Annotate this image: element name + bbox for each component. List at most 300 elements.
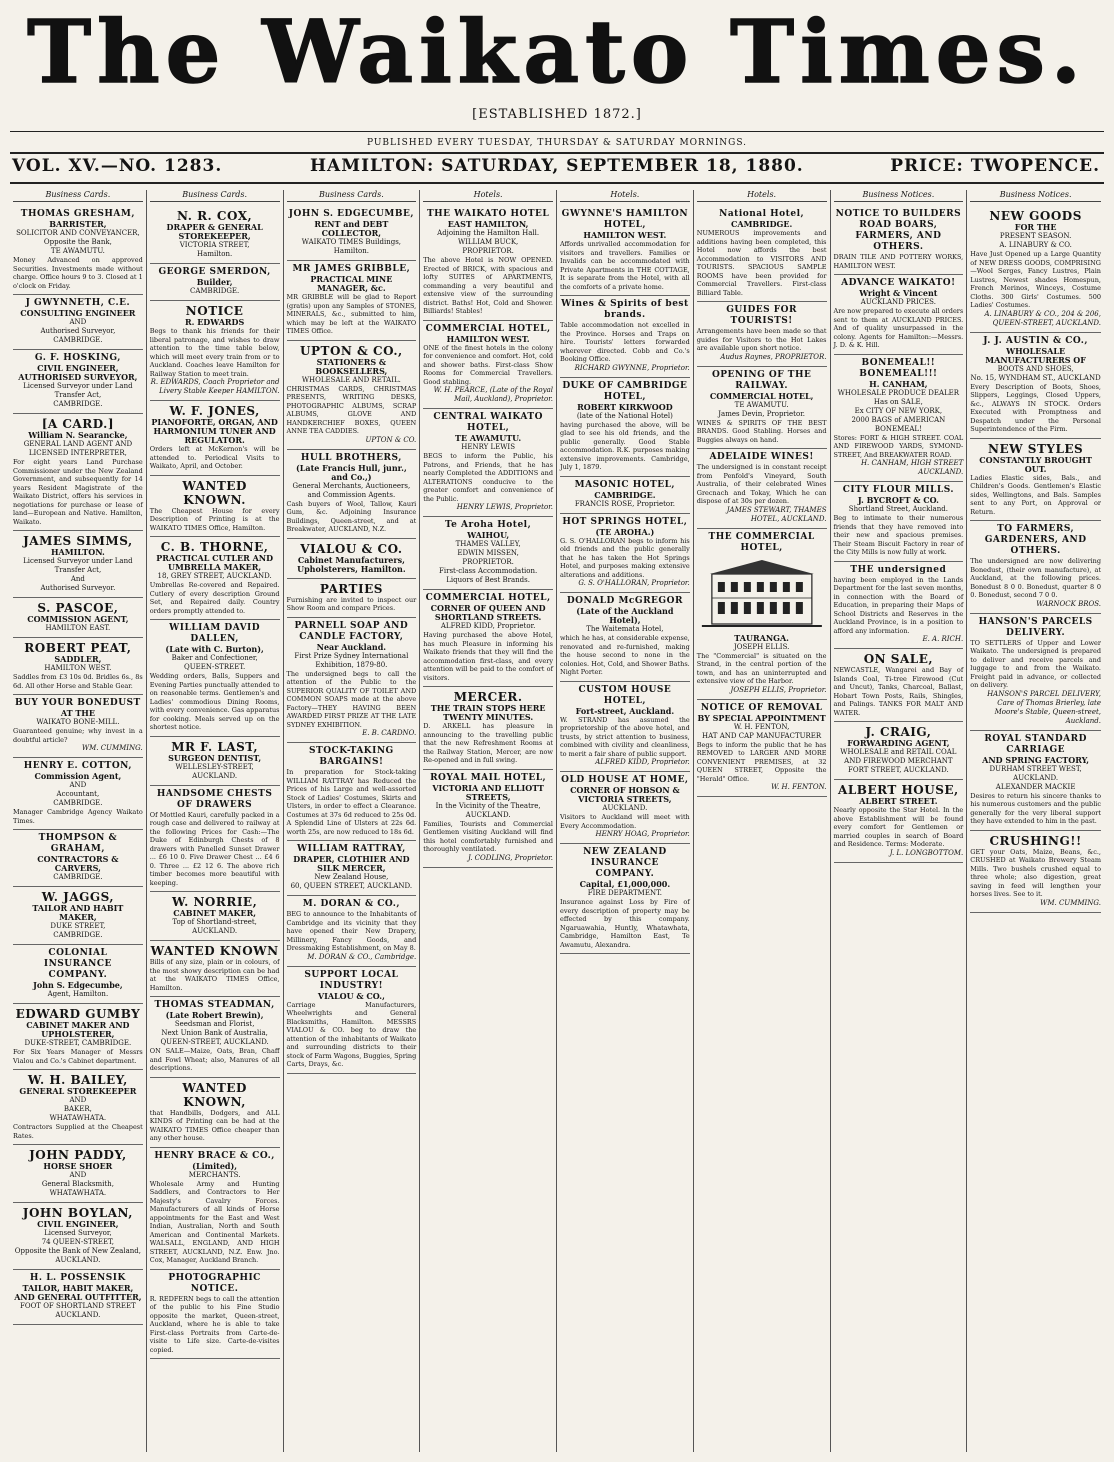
- advert-n-r-cox: [150, 206, 280, 264]
- column-heading: Business Cards.: [150, 190, 280, 202]
- advert-line: CAMBRIDGE.: [53, 336, 103, 344]
- advert-line: TE AWAMUTU.: [734, 400, 789, 409]
- advert-line: VIALOU & CO.,: [317, 990, 385, 1001]
- advert-line: 18, GREY STREET, AUCKLAND.: [157, 572, 272, 580]
- advert-c-b-thorne: [150, 537, 280, 620]
- advert-title: TO FARMERS, GARDENERS, AND OTHERS.: [984, 524, 1087, 556]
- advert-title: WILLIAM DAVID DALLEN,: [169, 623, 261, 644]
- advert-title: EDWARD GUMBY: [15, 1007, 141, 1021]
- column-heading: Hotels.: [697, 190, 827, 202]
- advert-line: AUCKLAND.: [602, 804, 648, 812]
- advert-line: Cabinet Manufacturers, Upholsterers, Hamilton.: [297, 554, 406, 574]
- advert-body: Families, Tourists and Commercial Gentlemen visiting Auckland will find this hotel comfortably furnished and thoroughly ventilated.: [423, 819, 553, 853]
- advert-signature: W. H. FENTON.: [771, 783, 827, 791]
- advert-body: which he has, at considerable expense, renovated and re-furnished, making the house second to none in the colonies. Hot, Cold, and Shower Baths. Night Porter.: [560, 634, 690, 676]
- advert-line: EAST HAMILTON,: [447, 219, 529, 229]
- advert-line: (Late with C. Burton),: [165, 644, 264, 654]
- advert-line: PRACTICAL CUTLER AND UMBRELLA MAKER,: [156, 553, 274, 572]
- advert-line: (Limited),: [192, 1160, 238, 1171]
- advert-body: NUMEROUS improvements and additions having been completed, this Hotel now affords the best Accommodation to VISITORS AND TOURISTS. SPACIOUS SAMPLE ROOMS have been provided for Commercial Travellers. First-class Billiard Table.: [696, 229, 827, 297]
- advert-title: HENRY E. COTTON,: [23, 761, 132, 771]
- advert-title: PARNELL SOAP AND CANDLE FACTORY,: [294, 620, 409, 642]
- advert-new-zealand-insurance-company: [560, 844, 690, 954]
- advert-parnell-soap-and-candle-factory: [287, 618, 417, 744]
- advert-line: WAIKATO TIMES Buildings, Hamilton.: [301, 238, 402, 255]
- advert-mr-f-last: [150, 737, 280, 786]
- advert-line: Opposite the Bank,: [43, 238, 112, 246]
- advert-notice-of-removal: [697, 700, 827, 798]
- advert-line: CONTRACTORS & CARVERS,: [37, 854, 119, 873]
- advert-line: New Zealand House,: [314, 873, 389, 881]
- advert-guides-for-tourists: [697, 302, 827, 367]
- advert-mr-james-gribble: [287, 261, 417, 341]
- column-heading: Business Notices.: [834, 190, 964, 202]
- advert-line: AND: [69, 1096, 87, 1104]
- advert-title: MR F. LAST,: [171, 739, 259, 754]
- advert-body: having purchased the above, will be glad to see his old friends, and the public generally. Good Stable accommodation. R.K. purposes making extensive improvements. Cambridge, July 1, 1879.: [560, 420, 690, 471]
- advert-line: William N. Searancke,: [28, 430, 128, 440]
- advert-title: NOTICE TO BUILDERS ROAD BOARS, FARMERS, AND OTHERS.: [835, 209, 962, 252]
- advert-line: ROBERT KIRKWOOD: [577, 401, 673, 412]
- advert-line: AND: [69, 318, 87, 326]
- advert-new-styles: [970, 439, 1101, 522]
- advert-body: Nearly opposite the Star Hotel. In the above Establishment will be found every comfort for Gentlemen or married couples in search of Board and Residence. Terms: Moderate.: [833, 806, 964, 848]
- advert-wanted-known: [150, 476, 280, 538]
- advert-line: TE AWAMUTU.: [50, 247, 105, 255]
- advert-line: CIVIL ENGINEER,: [37, 1219, 119, 1229]
- advert-line: ALBERT STREET.: [859, 796, 938, 806]
- column-heading: Business Notices.: [970, 190, 1101, 202]
- advert-william-rattray: [287, 841, 417, 896]
- advert-line: J. BYCROFT & CO.: [857, 495, 939, 505]
- advert-title: ADELAIDE WINES!: [709, 452, 814, 462]
- advert-signature: RICHARD GWYNNE, Proprietor.: [574, 363, 690, 372]
- advert-line: FRANCIS ROSE, Proprietor.: [574, 499, 675, 508]
- advert-line: FIRE DEPARTMENT.: [587, 889, 662, 897]
- advert-line: WILLIAM BUCK,: [457, 238, 519, 246]
- advertisement-columns: [10, 190, 1104, 1452]
- advert-crushing: [970, 831, 1101, 913]
- advert-body: Wedding orders, Balls, Suppers and Evening Parties punctually attended to on reasonable terms. Gentlemen's and Ladies' commodious Dining Rooms, with every convenience. Gas apparatus for cooking. Meals served up on the shortest notice.: [149, 672, 280, 731]
- advert-thompson-graham: [13, 830, 143, 887]
- advert-body: The "Commercial" is situated on the Strand, in the central portion of the town, and has an uninterrupted and extensive view of the Harbor.: [696, 651, 827, 685]
- advert-body: D. ARKELL has pleasure in announcing to the travelling public that the new Refreshment Rooms at the Railway Station, Mercer, are now Re-opened and in full swing.: [423, 722, 553, 764]
- advert-henry-brace-co: [150, 1148, 280, 1270]
- advert-title: JAMES SIMMS,: [23, 534, 133, 548]
- advert-signature: WARNOCK BROS.: [1036, 599, 1101, 608]
- advert-signature: JAMES STEWART, THAMES HOTEL, AUCKLAND.: [726, 505, 827, 523]
- advert-the-waikato-hotel: [423, 206, 553, 321]
- advert-signature: E. A. RICH.: [922, 635, 964, 643]
- advert-the-commercial-hotel: [697, 529, 827, 700]
- column-5: [557, 190, 694, 1452]
- advert-commercial-hotel: [423, 321, 553, 410]
- advert-body: Every Description of Boots, Shoes, Slippers, Leggings, Closed Uppers, &c., ALWAYS IN STOCK. Orders Executed with Promptness and Despatch under the Personal Superintendence of the Firm.: [970, 382, 1101, 433]
- advert-handsome-chests-of-drawers: [150, 786, 280, 893]
- advert-line: Accountant,: [56, 790, 100, 798]
- advert-notice: [150, 301, 280, 401]
- advert-line: QUEEN-STREET, AUCKLAND.: [160, 1038, 269, 1046]
- advert-on-sale: [834, 649, 964, 722]
- advert-m-doran-co: [287, 896, 417, 967]
- column-3: [284, 190, 421, 1452]
- advert-title: J. J. AUSTIN & CO.,: [983, 335, 1088, 346]
- advert-line: AUCKLAND PRICES.: [860, 298, 936, 306]
- advert-line: Shortland Street, Auckland.: [848, 505, 948, 513]
- advert-new-goods: [970, 206, 1101, 333]
- advert-body: Bills of any size, plain or in colours, of the most showy description can be had at the WAIKATO TIMES Office, Hamilton.: [149, 958, 280, 992]
- advert-opening-of-the-railway: [697, 367, 827, 450]
- advert-line: Opposite the Bank of New Zealand, AUCKLAND.: [14, 1247, 141, 1264]
- established-line: [ESTABLISHED 1872.]: [472, 107, 642, 122]
- advert-line: STATIONERS & BOOKSELLERS,: [315, 356, 388, 376]
- advert-line: DRAPER, CLOTHIER AND SILK MERCER,: [293, 854, 410, 873]
- advert-line: MERCHANTS.: [188, 1170, 241, 1179]
- advert-j-gwynneth-c-e: [13, 295, 143, 350]
- advert-line: BOOTS AND SHOES,: [997, 364, 1074, 373]
- advert-line: John S. Edgecumbe,: [33, 980, 123, 990]
- advert-signature: HANSON'S PARCEL DELIVERY, Care of Thomas Brierley, late Moore's Stable, Queen-street, Auckland.: [987, 689, 1101, 725]
- advert-body: Manager Cambridge Agency Waikato Times.: [13, 808, 143, 825]
- advert-line: Authorised Surveyor,: [40, 327, 116, 335]
- advert-notice-to-builders-road-boars-farmers-an: [834, 206, 964, 275]
- advert-title: G. F. HOSKING,: [34, 353, 121, 363]
- advert-body: Insurance against Loss by Fire of every description of property may be effected by this company. Ngaruawahia, Huntly, Whatawhata, Cambridge, Hamilton East, Te Awamutu, Alexandra.: [560, 898, 690, 949]
- advert-line: WAIHOU,: [467, 530, 510, 540]
- advert-title: J GWYNNETH, C.E.: [25, 298, 131, 308]
- advert-title: HENRY BRACE & CO.,: [154, 1150, 275, 1161]
- advert-line: HENRY LEWIS: [461, 443, 515, 451]
- advert-line: AUCKLAND.: [465, 810, 511, 819]
- advert-title: ALBERT HOUSE,: [838, 783, 959, 797]
- advert-signature: WM. CUMMING.: [81, 744, 143, 752]
- advert-line: HAMILTON WEST.: [446, 333, 530, 344]
- advert-line: FORT STREET, AUCKLAND.: [848, 766, 949, 774]
- advert-j-craig: [834, 722, 964, 780]
- advert-j-j-austin-co: [970, 333, 1101, 439]
- advert-line: SURGEON DENTIST,: [168, 752, 262, 763]
- rule-dateline-top: [10, 152, 1104, 154]
- advert-body: Carriage Manufacturers, Wheelwrights and General Blacksmiths, Hamilton. MESSRS VIALOU & CO. beg to draw the attention of the inhabitants of Waikato and surrounding districts to their stock of Farm Wagons, Buggies, Spring Carts, Drays, &c.: [286, 1000, 417, 1068]
- advert-line: General Merchants, Auctioneers, and Commission Agents.: [292, 481, 411, 499]
- advert-line: PRACTICAL MINE MANAGER, &c.: [310, 274, 393, 293]
- advert-body: BEG to announce to the Inhabitants of Cambridge and its vicinity that they have opened their New Drapery, Millinery, Fancy Goods, and Dressmaking Establishment, on May 8.: [286, 910, 417, 952]
- advert-body: For Six Years Manager of Messrs Vialou and Co.'s Cabinet department.: [13, 1048, 143, 1065]
- advert-hull-brothers: [287, 450, 417, 539]
- advert-line: Next Union Bank of Australia,: [161, 1029, 268, 1037]
- advert-body: Affords unrivalled accommodation for visitors and travellers. Families or Invalids can be accommodated with Private Apartments in THE COTTAGE, It is separate from the Hotel, with all the comforts of a private home.: [560, 240, 690, 291]
- advert-signature: ALFRED KIDD, Proprietor.: [595, 758, 690, 766]
- advert-line: 74 QUEEN-STREET,: [41, 1238, 115, 1246]
- advert-line: WHOLESALE and RETAIL COAL AND FIREWOOD MERCHANT: [840, 748, 957, 765]
- advert-central-waikato-hotel: [423, 409, 553, 517]
- advert-thomas-gresham: [13, 206, 143, 295]
- advert-title: PHOTOGRAPHIC NOTICE.: [168, 1272, 261, 1294]
- advert-line: JOSEPH ELLIS.: [733, 642, 790, 651]
- advert-w-h-bailey: [13, 1070, 143, 1145]
- advert-line: TE AWAMUTU.: [455, 433, 522, 443]
- advert-line: R. EDWARDS: [184, 317, 245, 327]
- advert-title: ROBERT PEAT,: [24, 641, 132, 655]
- advert-line: DRAPER & GENERAL STOREKEEPER,: [166, 222, 263, 241]
- advert-donald-mcgregor: [560, 593, 690, 682]
- advert-line: HAMILTON.: [50, 547, 105, 557]
- advert-line: QUEEN-STREET.: [184, 663, 246, 671]
- advert-title: JOHN S. EDGECUMBE,: [288, 209, 414, 219]
- advert-line: WAIKATO BONE-MILL.: [36, 718, 120, 726]
- volume-number: VOL. XV.—NO. 1283.: [12, 156, 223, 176]
- advert-title: DONALD McGREGOR: [566, 596, 683, 606]
- advert-line: CAMBRIDGE.: [189, 287, 240, 295]
- advert-vialou-co: [287, 539, 417, 579]
- advert-body: Ladies Elastic sides, Bals., and Children's Goods. Gentlemen's Elastic sides, Wellingtons, and Bals. Samples sent to any Port, on Approval or Return.: [970, 473, 1101, 516]
- advert-title: HANSON'S PARCELS DELIVERY.: [978, 616, 1093, 638]
- advert-title: NEW GOODS: [989, 209, 1082, 223]
- advert-body: R. REDFERN begs to call the attention of the public to his Fine Studio opposite the market, Queen-street, Auckland, where he is able to take First-class Portraits from Carte-de-visite to Life size. Carte-de-visites copied.: [149, 1294, 280, 1354]
- advert-title: COMMERCIAL HOTEL,: [425, 593, 551, 603]
- advert-line: FOOT OF SHORTLAND STREET: [19, 1302, 136, 1310]
- advert-line: BARRISTER,: [49, 219, 107, 229]
- column-7: [831, 190, 968, 1452]
- advert-title: CITY FLOUR MILLS.: [842, 485, 955, 495]
- advert-signature: Audus Raynes, PROPRIETOR.: [720, 352, 827, 361]
- advert-line: PROPRIETOR.: [462, 558, 514, 566]
- advert-body: TO SETTLERS of Upper and Lower Waikato. The undersigned is prepared to deliver and receive parcels and luggage to and from the Waikato. Freight paid in advance, or collected on delivery.: [970, 638, 1101, 689]
- advert-line: Near Auckland.: [316, 641, 387, 652]
- advert-title: GWYNNE'S HAMILTON HOTEL,: [561, 209, 689, 230]
- advert-line: Licensed Surveyor under Land Transfer Act,: [23, 382, 133, 399]
- advert-line: Capital, £1,000,000.: [579, 879, 671, 889]
- column-heading: Business Cards.: [13, 190, 143, 202]
- advert-title: [A CARD.]: [41, 417, 115, 431]
- advert-body: Guaranteed genuine; why invest in a doubtful article?: [13, 727, 143, 744]
- advert-title: BUY YOUR BONEDUST: [14, 698, 141, 708]
- advert-signature: UPTON & CO.: [365, 435, 417, 444]
- advert-body: Beg to intimate to their numerous friends that they have removed into their new and spacious premises. Their Steam Biscuit Factory in rear of the City Mills is now fully at work.: [833, 514, 964, 556]
- advert-line: HAMILTON WEST.: [44, 664, 112, 672]
- advert-body: Desires to return his sincere thanks to his numerous customers and the public generally for the very liberal support they have extended to him in the past.: [970, 791, 1101, 825]
- advert-photographic-notice: [150, 1270, 280, 1360]
- advert-body: Saddles from £3 10s 0d. Bridles 6s., 8s 6d. All other Horse and Stable Gear.: [13, 673, 143, 690]
- rule-dateline-bottom: [10, 182, 1104, 184]
- dateline: [10, 156, 1104, 180]
- advert-title: STOCK-TAKING BARGAINS!: [309, 746, 394, 767]
- advert-body: Begs to thank his friends for their liberal patronage, and wishes to draw attention to the time table below, which will meet every train from or to Auckland. Coaches leave Hamilton for Railway Station to meet train.: [149, 327, 280, 378]
- advert-line: TAILOR, HABIT MAKER, AND GENERAL OUTFITTER,: [14, 1283, 142, 1302]
- advert-line: VICTORIA AND ELLIOTT STREETS,: [432, 782, 544, 802]
- advert-line: AUCKLAND.: [192, 927, 238, 935]
- advert-title: VIALOU & CO.: [300, 541, 403, 556]
- advert-signature: A. LINABURY & CO., 204 & 206, QUEEN-STREET, AUCKLAND.: [984, 309, 1101, 327]
- advert-title: THOMAS GRESHAM,: [20, 209, 135, 219]
- advert-body: Wholesale Army and Hunting Saddlers, and Contractors to Her Majesty's Cavalry Forces. Manufacturers of all kinds of Horse appointments for the East and West Indian, Australian, North and South American and Continental Markets. WALSALL, ENGLAND, AND HIGH STREET, AUCKLAND, N.Z. Enw. Jno. Cox, Manager, Auckland Branch.: [149, 1179, 280, 1264]
- advert-line: Top of Shortland-street,: [172, 918, 257, 926]
- advert-body: W. STRAND has assumed the proprietorship of the above hotel, and trusts, by strict attention to business, combined with civility and cleanliness, to merit a fair share of public support.: [560, 715, 690, 758]
- advert-line: Has on SALE,: [873, 397, 923, 406]
- advert-body: Of Mottled Kauri, carefully packed in a rough case and delivered to railway at the following Prices for Cash:—The Duke of Edinburgh Chests of 8 drawers with Panelled Sunset Drawer ... £6 10 0. Five Drawer Chest ... £4 6 0. Three ... £2 12 6. The above rich timber becomes more beautiful with keeping.: [149, 810, 280, 887]
- advert-g-f-hosking: [13, 350, 143, 414]
- advert-title: THOMPSON & GRAHAM,: [38, 833, 118, 854]
- advert-line: AT THE: [60, 708, 95, 718]
- advert-title: MERCER.: [453, 690, 523, 704]
- advert-line: ALEXANDER MACKIE: [995, 782, 1076, 791]
- advert-w-f-jones: [150, 401, 280, 476]
- advert-body: Are now prepared to execute all orders sent to them at AUCKLAND PRICES. And of quality unsurpassed in the colony. Agents for Hamilton:—Messrs. J. D. & K. Hill.: [833, 307, 964, 349]
- advert-line: Agent, Hamilton.: [47, 990, 109, 998]
- advert-support-local-industry: [287, 967, 417, 1074]
- advert-wanted-known: [150, 1078, 280, 1148]
- advert-line: (late of the National Hotel): [576, 411, 673, 420]
- advert-line: (TE AROHA.): [595, 526, 655, 537]
- advert-line: A. LINABURY & CO.: [999, 241, 1072, 249]
- advert-title: THE undersigned: [850, 564, 947, 575]
- advert-line: Ex CITY OF NEW YORK,: [854, 406, 943, 415]
- advert-line: CORNER OF HOBSON & VICTORIA STREETS,: [570, 785, 680, 804]
- advert-royal-standard-carriage: [970, 731, 1101, 831]
- advert-body: The undersigned begs to call the attention of the Public to the SUPERIOR QUALITY OF TOILET AND COMMON SOAPS made at the above Factory—THEY HAVING BEEN AWARDED FIRST PRIZE AT THE LATE SYDNEY EXHIBITION.: [286, 669, 417, 729]
- advert-line: CABINET MAKER,: [173, 908, 257, 918]
- column-heading: Business Cards.: [287, 190, 417, 202]
- advert-stock-taking-bargains: [287, 743, 417, 841]
- advert-title: CRUSHING!!: [989, 833, 1082, 848]
- advert-duke-of-cambridge-hotel: [560, 378, 690, 477]
- advert-line: VICTORIA STREET,: [179, 241, 250, 249]
- advert-title: GEORGE SMERDON,: [158, 267, 271, 277]
- column-1: [10, 190, 147, 1452]
- advert-title: THOMAS STEADMAN,: [154, 1000, 275, 1010]
- advert-body: MR GRIBBLE will be glad to Report (gratis) upon any Samples of STONES, MINERALS, &c., submitted to him, which may be left at the WAIKATO TIMES Office.: [286, 293, 417, 335]
- advert-thomas-steadman: [150, 997, 280, 1078]
- advert-te-aroha-hotel: [423, 517, 553, 590]
- advert-body: NEWCASTLE, Wangarei and Bay of Islands Coal, Ti-tree Firewood (Cut and Uncut), Tanks, Charcoal, Ballast, Hobart Town Posts, Rails, Shingles, and Palings. TANKS FOR MALT AND WATER.: [833, 666, 964, 717]
- advert-title: BONEMEAL!! BONEMEAL!!!: [859, 357, 938, 379]
- advert-albert-house: [834, 780, 964, 863]
- advert-line: W. H. FENTON,: [733, 722, 790, 731]
- advert-body: Orders left at McKernon's will be attended to. Periodical Visits to Waikato, April, and October.: [149, 445, 280, 470]
- advert-body: Table accommodation not excelled in the Province. Horses and Traps on hire. Tourists' letters forwarded wherever directed. Cobb and Co.'s Booking Office.: [560, 321, 690, 363]
- advert-line: Builder,: [196, 277, 233, 287]
- advert-line: No. 15, WYNDHAM ST., AUCKLAND: [970, 373, 1101, 382]
- advert-henry-e-cotton: [13, 758, 143, 830]
- column-heading: Hotels.: [560, 190, 690, 202]
- advert-wines-spirits-of-best-brands: [560, 296, 690, 378]
- advert-s-pascoe: [13, 598, 143, 638]
- advert-line: THE TRAIN STOPS HERE TWENTY MINUTES.: [430, 703, 546, 722]
- advert-gwynne-s-hamilton-hotel: [560, 206, 690, 296]
- masthead: [0, 0, 1114, 100]
- advert-title: DUKE OF CAMBRIDGE HOTEL,: [562, 380, 688, 402]
- advert-title: OLD HOUSE AT HOME,: [561, 775, 689, 785]
- advert-line: AUCKLAND.: [55, 1311, 101, 1319]
- advert-title: J. CRAIG,: [865, 725, 932, 739]
- advert-body: Contractors Supplied at the Cheapest Rates.: [13, 1123, 143, 1140]
- advert-line: AND SPRING FACTORY,: [982, 754, 1090, 765]
- advert-masonic-hotel: [560, 477, 690, 514]
- advert-title: UPTON & CO.,: [300, 343, 403, 358]
- advert-advance-waikato: [834, 275, 964, 355]
- advert-title: Wines & Spirits of best brands.: [561, 299, 689, 320]
- advert-line: CONSTANTLY BROUGHT OUT.: [979, 454, 1092, 474]
- advert-body: WINES & SPIRITS OF THE BEST BRANDS. Good Stabling. Horses and Buggies always on hand.: [696, 418, 827, 444]
- advert-title: N. R. COX,: [177, 209, 253, 223]
- column-6: [694, 190, 831, 1452]
- advert-body: Stores: FORT & HIGH STREET. COAL AND FIREWOOD YARDS, SYMOND-STREET, And BREAKWATER ROAD.: [833, 433, 964, 459]
- advert-adelaide-wines: [697, 449, 827, 529]
- advert-body: ON SALE—Maize, Oats, Bran, Chaff and Fowl Wheat; also, Manures of all descriptions.: [149, 1047, 280, 1072]
- advert-body: The undersigned are now delivering Bonedust, (their own manufacture), at Auckland, at the following prices. Bonedust 8 0 0. Bonedust, quarter 8 0 0. Bonedust, second 7 0 0.: [970, 557, 1101, 599]
- advert-line: FORWARDING AGENT,: [847, 738, 950, 748]
- advert-title: OPENING OF THE RAILWAY.: [711, 369, 812, 391]
- advert-title: GUIDES FOR TOURISTS!: [726, 305, 797, 326]
- advert-title: SUPPORT LOCAL INDUSTRY!: [304, 969, 399, 991]
- advert-line: WHOLESALE AND RETAIL.: [301, 375, 401, 384]
- advert-body: The Cheapest House for every Description of Printing is at the WAIKATO TIMES Office, Hamilton.: [149, 506, 280, 532]
- advert-title: W. JAGGS,: [41, 890, 115, 904]
- advert-title: H. L. POSSENSIK: [29, 1273, 126, 1283]
- advert-line: Fort-street, Auckland.: [575, 705, 675, 716]
- advert-title: ADVANCE WAIKATO!: [841, 278, 956, 288]
- advert-signature: R. EDWARDS, Coach Proprietor and Livery Stable Keeper HAMILTON.: [150, 378, 280, 395]
- advert-body: Furnishing are invited to inspect our Show Room and compare Prices.: [286, 595, 417, 612]
- advert-james-simms: [13, 531, 143, 598]
- advert-wanted-known: [150, 941, 280, 997]
- advert-line: DUKE-STREET, CAMBRIDGE.: [24, 1039, 132, 1047]
- advert-title: ROYAL MAIL HOTEL,: [430, 772, 547, 783]
- advert-hanson-s-parcels-delivery: [970, 614, 1101, 731]
- masthead-title-art: [0, 0, 1114, 100]
- advert-line: BAKER,: [63, 1105, 92, 1113]
- advert-old-house-at-home: [560, 772, 690, 844]
- advert-line: THAMES VALLEY,: [455, 540, 521, 548]
- advert-line: (Late of the Auckland Hotel),: [576, 606, 674, 625]
- advert-body: For eight years Land Purchase Commissioner under the New Zealand Government, and subsequently for 14 years Resident Magistrate of the Waikato District, offers his services in negotiations for purchase or lease of land—European and Native. Hamilton, Waikato.: [13, 458, 143, 526]
- advert-title: HANDSOME CHESTS OF DRAWERS: [156, 788, 273, 810]
- advert-robert-peat: [13, 638, 143, 695]
- advert-line: James Devin, Proprietor.: [718, 409, 806, 418]
- advert-h-l-possensik: [13, 1270, 143, 1325]
- advert-title: JOHN BOYLAN,: [22, 1206, 133, 1220]
- column-8: [967, 190, 1104, 1452]
- advert-title: WANTED KNOWN.: [182, 478, 247, 507]
- advert-signature: J. CODLING, Proprietor.: [467, 853, 553, 862]
- advert-line: H. CANHAM,: [869, 378, 928, 389]
- advert-title: NOTICE: [185, 304, 244, 318]
- advert-body: The above Hotel is NOW OPENED. Erected of BRICK, with spacious and lofty SUITES of APARTMENTS, commanding a very beautiful and extensive view of the surrounding district. Baths! Hot, Cold and Shower. Billiards! Stables!: [423, 256, 553, 315]
- advert-line: CAMBRIDGE.: [53, 400, 103, 408]
- advert-w-norrie: [150, 892, 280, 941]
- advert-signature: M. DORAN & CO., Cambridge.: [307, 952, 417, 961]
- advert-title: ON SALE,: [863, 652, 934, 666]
- advert-title: COLONIAL INSURANCE COMPANY.: [43, 948, 112, 980]
- advert-line: COMMERCIAL HOTEL,: [709, 390, 814, 401]
- column-2: [147, 190, 284, 1452]
- advert-john-boylan: [13, 1203, 143, 1270]
- rule-top: [10, 131, 1104, 132]
- advert-line: The Waitemata Hotel,: [586, 625, 664, 633]
- advert-title: MR JAMES GRIBBLE,: [292, 264, 411, 274]
- advert-line: CAMBRIDGE.: [731, 219, 793, 229]
- advert-line: CAMBRIDGE.: [53, 799, 103, 807]
- advert-line: CAMBRIDGE.: [53, 873, 103, 881]
- issue-price: PRICE: TWOPENCE.: [890, 156, 1100, 176]
- advert-body: G. S. O'HALLORAN begs to inform his old friends and the public generally that he has taken the Hot Springs Hotel, and purposes making extensive alterations and additions.: [560, 536, 690, 579]
- advert-body: having been employed in the Lands Department for the last seven months, in connection with the Board of Education, in preparing their Maps of School Districts and Reserves in the Auckland Province, is in a position to afford any information.: [833, 575, 964, 635]
- advert-line: TAILOR AND HABIT MAKER,: [32, 903, 124, 922]
- advert-line: Hamilton.: [197, 250, 233, 258]
- advert-line: AND: [69, 1171, 87, 1179]
- advert-line: Licensed Surveyor,: [44, 1229, 112, 1237]
- advert-line: GENERAL LAND AGENT AND LICENSED INTERPRETER,: [23, 440, 133, 457]
